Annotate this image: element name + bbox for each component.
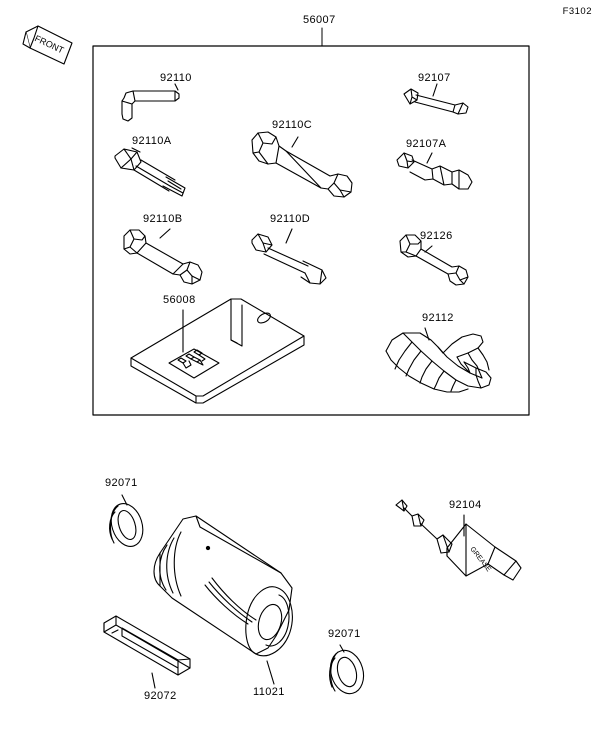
part-92072-band [104, 616, 190, 675]
front-arrow-marker [23, 26, 72, 64]
drawing-number: F3102 [562, 6, 592, 17]
label-92110C: 92110C [272, 119, 313, 131]
label-92110: 92110 [160, 72, 192, 84]
part-92104-grease-tube [396, 500, 521, 580]
label-92072: 92072 [144, 690, 177, 702]
label-56008: 56008 [163, 294, 196, 306]
part-92071-grommet-upper [106, 499, 148, 550]
part-11021-tool-case [154, 516, 292, 656]
label-56007: 56007 [303, 14, 336, 26]
label-92110A: 92110A [132, 135, 172, 147]
label-92107: 92107 [418, 72, 451, 84]
svg-text:FRONT: FRONT [33, 33, 66, 56]
label-92071-lower: 92071 [328, 628, 361, 640]
label-92104: 92104 [449, 499, 482, 511]
label-11021: 11021 [253, 686, 285, 698]
part-92071-grommet-lower [326, 646, 369, 697]
label-92126: 92126 [420, 230, 453, 242]
label-92071-upper: 92071 [105, 477, 138, 489]
svg-text:GREASE: GREASE [468, 545, 492, 574]
label-92110B: 92110B [143, 213, 183, 225]
label-92107A: 92107A [406, 138, 447, 150]
label-92112: 92112 [422, 312, 454, 324]
label-92110D: 92110D [270, 213, 311, 225]
